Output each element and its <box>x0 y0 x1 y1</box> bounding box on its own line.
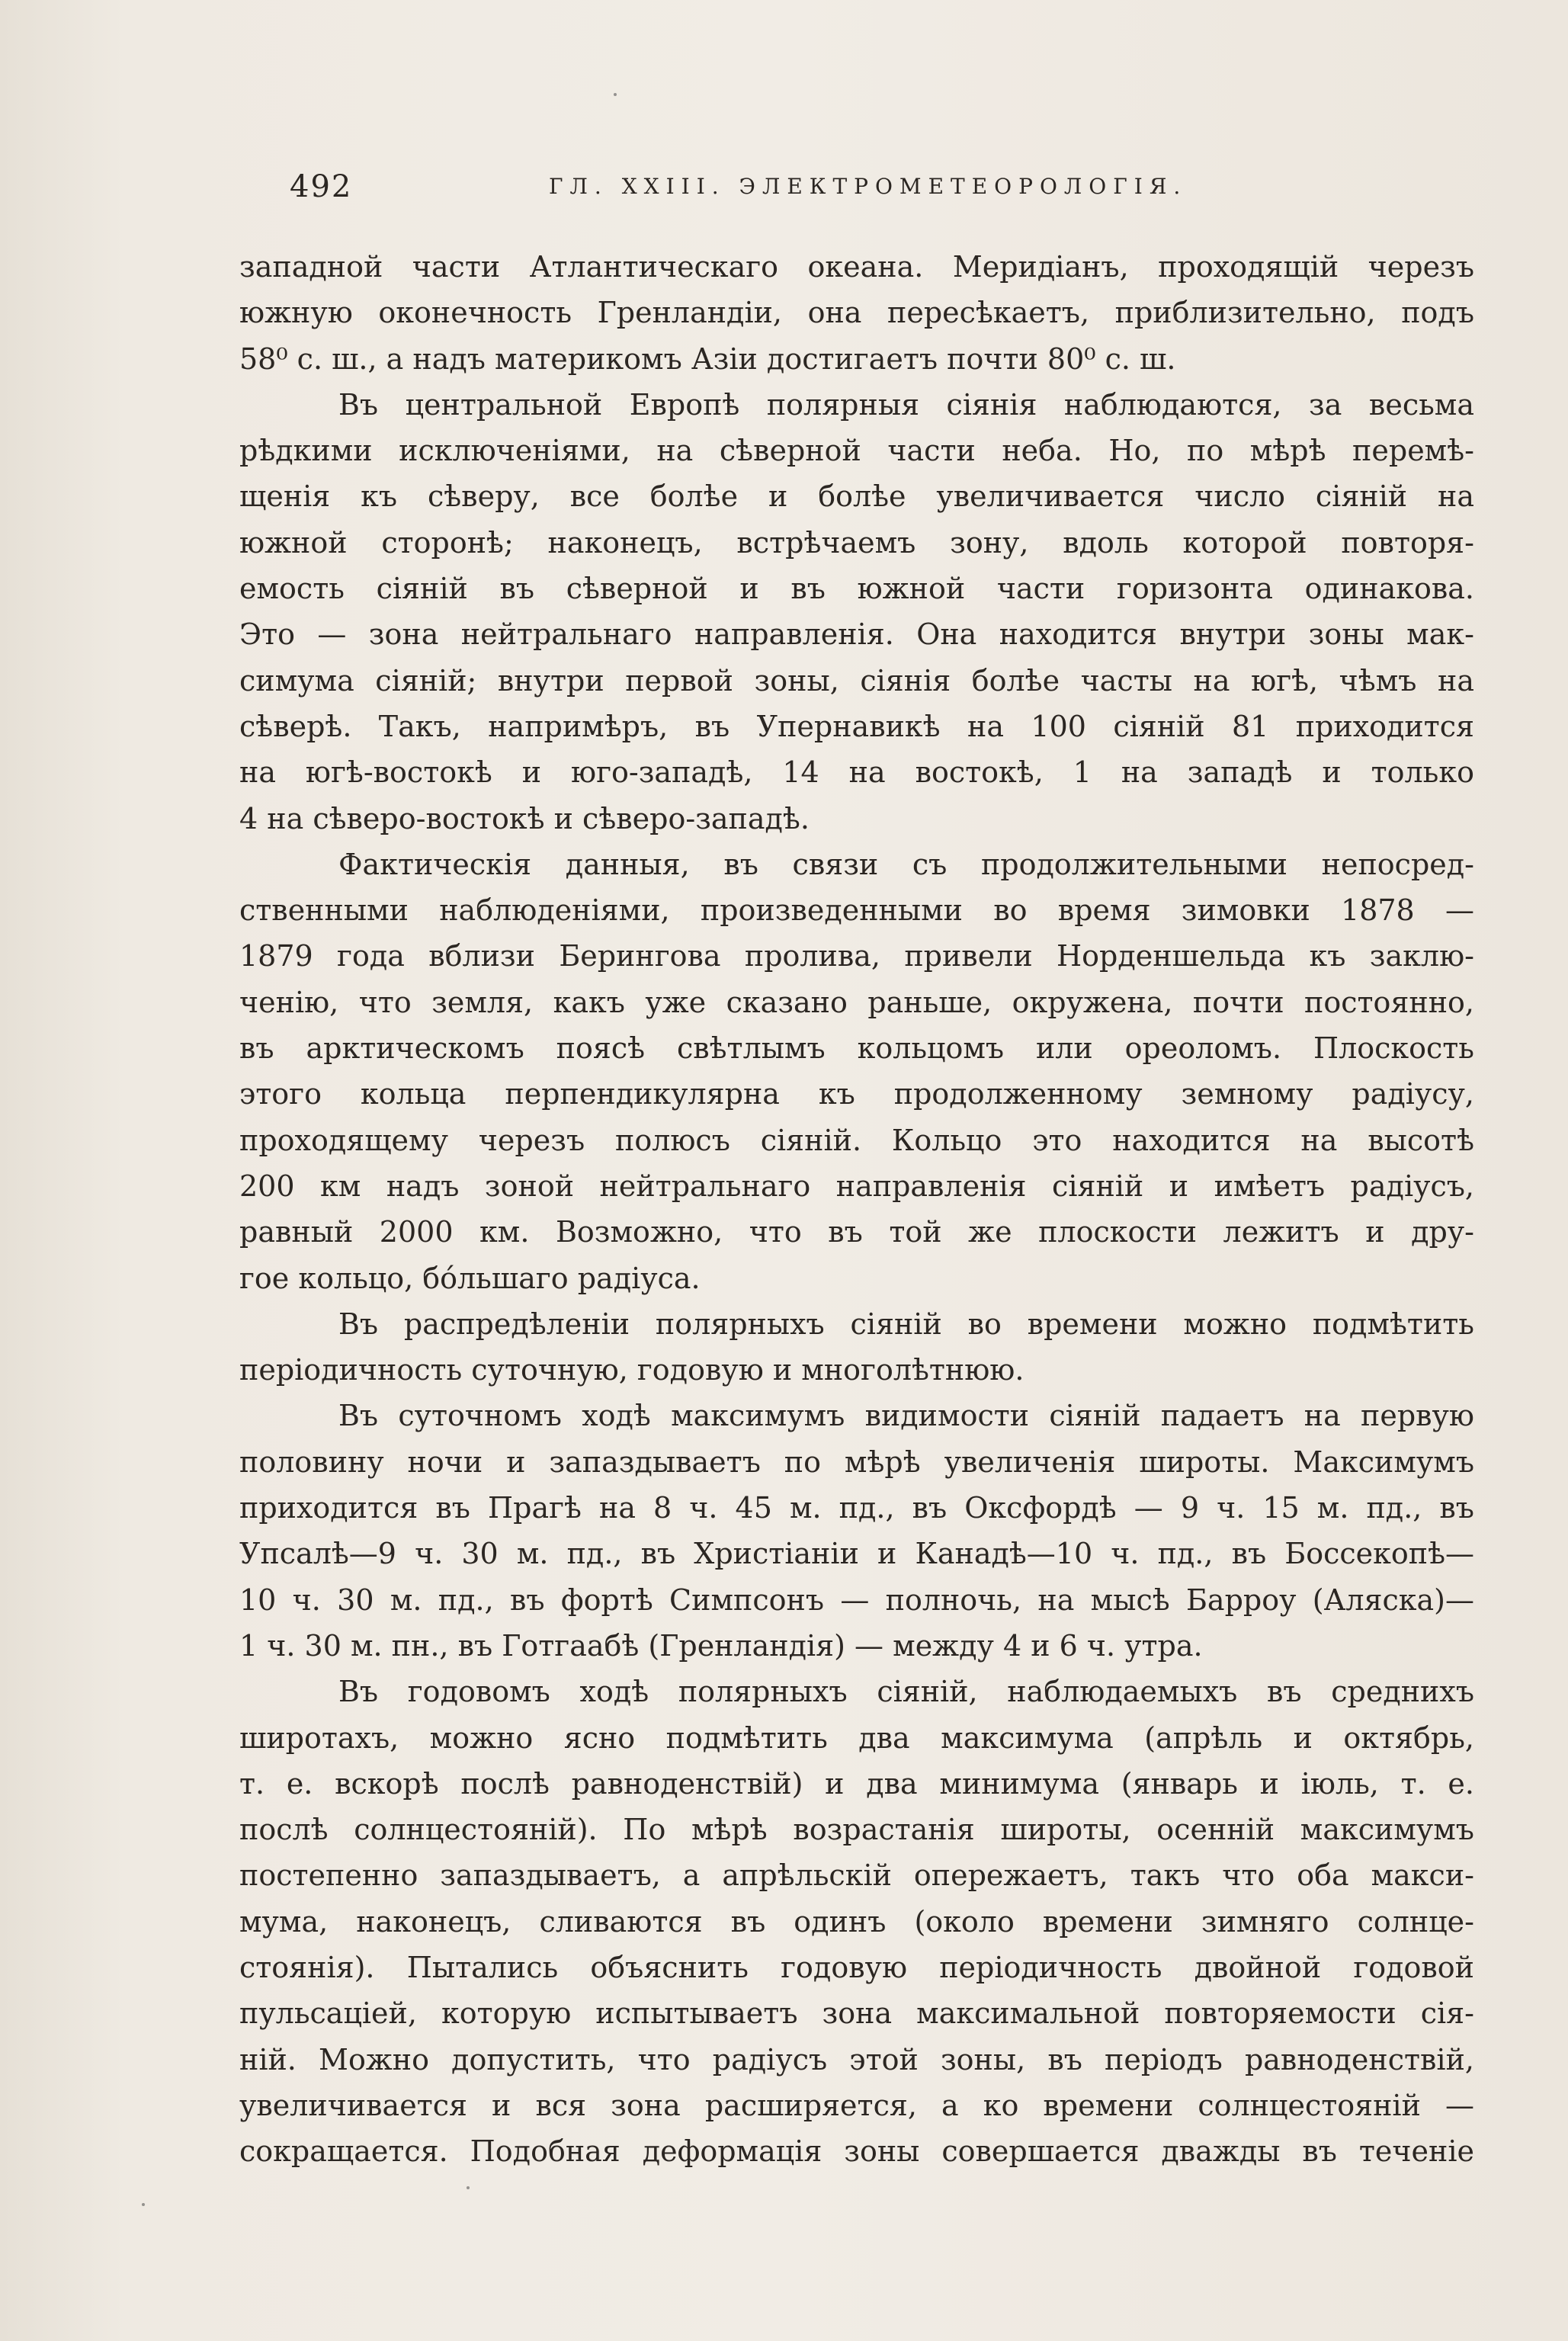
text-line: 10 ч. 30 м. пд., въ фортѣ Симпсонъ — полночь, на мысѣ Барроу (Аляска)— <box>239 1583 1474 1617</box>
text-line: Въ суточномъ ходѣ максимумъ видимости сіяній падаетъ на первую <box>338 1399 1474 1433</box>
text-line: пульсаціей, которую испытываетъ зона максимальной повторяемости сія- <box>239 1996 1474 2031</box>
text-line: симума сіяній; внутри первой зоны, сіянія болѣе часты на югѣ, чѣмъ на <box>239 663 1474 697</box>
text-line: сокращается. Подобная деформація зоны совершается дважды въ теченіе <box>239 2134 1474 2169</box>
running-head: ГЛ. XXIII. ЭЛЕКТРОМЕТЕОРОЛОГІЯ. <box>549 174 1188 199</box>
text-line: т. е. вскорѣ послѣ равноденствій) и два минимума (январь и іюль, т. е. <box>239 1766 1474 1801</box>
text-line: послѣ солнцестояній). По мѣрѣ возрастанія широты, осенній максимумъ <box>239 1813 1474 1847</box>
text-line: Упсалѣ—9 ч. 30 м. пд., въ Христіаніи и Канадѣ—10 ч. пд., въ Боссекопѣ— <box>239 1537 1474 1571</box>
text-line: 1 ч. 30 м. пн., въ Готгаабѣ (Гренландія) — между 4 и 6 ч. утра. <box>239 1628 1203 1663</box>
text-line: ченію, что земля, какъ уже сказано раньше, окружена, почти постоянно, <box>239 985 1474 1019</box>
paper-speck <box>142 2203 145 2206</box>
paragraph <box>239 1301 1474 1393</box>
text-line: емость сіяній въ сѣверной и въ южной части горизонта одинакова. <box>239 572 1474 606</box>
text-line: мума, наконецъ, сливаются въ одинъ (около времени зимняго солнце- <box>239 1904 1474 1939</box>
text-line: ственными наблюденіями, произведенными во время зимовки 1878 — <box>239 893 1474 928</box>
paragraph <box>239 842 1474 1301</box>
paragraph <box>239 382 1474 842</box>
text-line: проходящему черезъ полюсъ сіяній. Кольцо это находится на высотѣ <box>239 1123 1474 1157</box>
text-line: Фактическія данныя, въ связи съ продолжительными непосред- <box>338 847 1474 881</box>
text-line: 58⁰ с. ш., а надъ материкомъ Азіи достигаетъ почти 80⁰ с. ш. <box>239 342 1176 376</box>
paragraph <box>239 1669 1474 2174</box>
text-line: рѣдкими исключеніями, на сѣверной части неба. Но, по мѣрѣ перемѣ- <box>239 434 1474 468</box>
text-line: въ арктическомъ поясѣ свѣтлымъ кольцомъ или ореоломъ. Плоскость <box>239 1031 1474 1066</box>
text-line: Въ центральной Европѣ полярныя сіянія наблюдаются, за весьма <box>338 387 1474 422</box>
text-line: постепенно запаздываетъ, а апрѣльскій опережаетъ, такъ что оба макси- <box>239 1858 1474 1893</box>
paragraph <box>239 244 1474 382</box>
text-line: этого кольца перпендикулярна къ продолженному земному радіусу, <box>239 1077 1474 1111</box>
text-line: широтахъ, можно ясно подмѣтить два максимума (апрѣль и октябрь, <box>239 1720 1474 1755</box>
body-text <box>239 244 1474 2174</box>
text-line: западной части Атлантическаго океана. Меридіанъ, проходящій черезъ <box>239 250 1474 284</box>
text-line: Это — зона нейтральнаго направленія. Она находится внутри зоны мак- <box>239 617 1474 652</box>
text-line: сѣверѣ. Такъ, напримѣръ, въ Упернавикѣ на 100 сіяній 81 приходится <box>239 709 1474 743</box>
text-line: южную оконечность Гренландіи, она пересѣкаетъ, приблизительно, подъ <box>239 296 1474 330</box>
text-line: 200 км надъ зоной нейтральнаго направленія сіяній и имѣетъ радіусъ, <box>239 1169 1474 1203</box>
text-line: періодичность суточную, годовую и многолѣтнюю. <box>239 1353 1024 1387</box>
text-line: ній. Можно допустить, что радіусъ этой зоны, въ періодъ равноденствій, <box>239 2042 1474 2076</box>
text-line: гое кольцо, бо́льшаго радіуса. <box>239 1261 701 1295</box>
page-number: 492 <box>290 169 353 204</box>
text-line: половину ночи и запаздываетъ по мѣрѣ увеличенія широты. Максимумъ <box>239 1445 1474 1479</box>
text-line: на югѣ-востокѣ и юго-западѣ, 14 на востокѣ, 1 на западѣ и только <box>239 755 1474 790</box>
text-line: Въ годовомъ ходѣ полярныхъ сіяній, наблюдаемыхъ въ среднихъ <box>338 1675 1474 1709</box>
text-line: Въ распредѣленіи полярныхъ сіяній во времени можно подмѣтить <box>338 1307 1474 1341</box>
text-line: стоянія). Пытались объяснить годовую періодичность двойной годовой <box>239 1950 1474 1984</box>
text-line: 4 на сѣверо-востокѣ и сѣверо-западѣ. <box>239 801 810 835</box>
text-line: приходится въ Прагѣ на 8 ч. 45 м. пд., въ Оксфордѣ — 9 ч. 15 м. пд., въ <box>239 1491 1474 1525</box>
text-line: щенія къ сѣверу, все болѣе и болѣе увеличивается число сіяній на <box>239 479 1474 514</box>
page-header <box>290 169 1212 207</box>
text-line: 1879 года вблизи Берингова пролива, привели Норденшельда къ заклю- <box>239 939 1474 973</box>
text-line: увеличивается и вся зона расширяется, а ко времени солнцестояній — <box>239 2088 1474 2122</box>
text-line: равный 2000 км. Возможно, что въ той же плоскости лежитъ и дру- <box>239 1215 1474 1249</box>
paper-speck <box>614 93 617 96</box>
text-line: южной сторонѣ; наконецъ, встрѣчаемъ зону, вдоль которой повторя- <box>239 525 1474 560</box>
paper-speck <box>467 2186 470 2189</box>
paragraph <box>239 1393 1474 1669</box>
